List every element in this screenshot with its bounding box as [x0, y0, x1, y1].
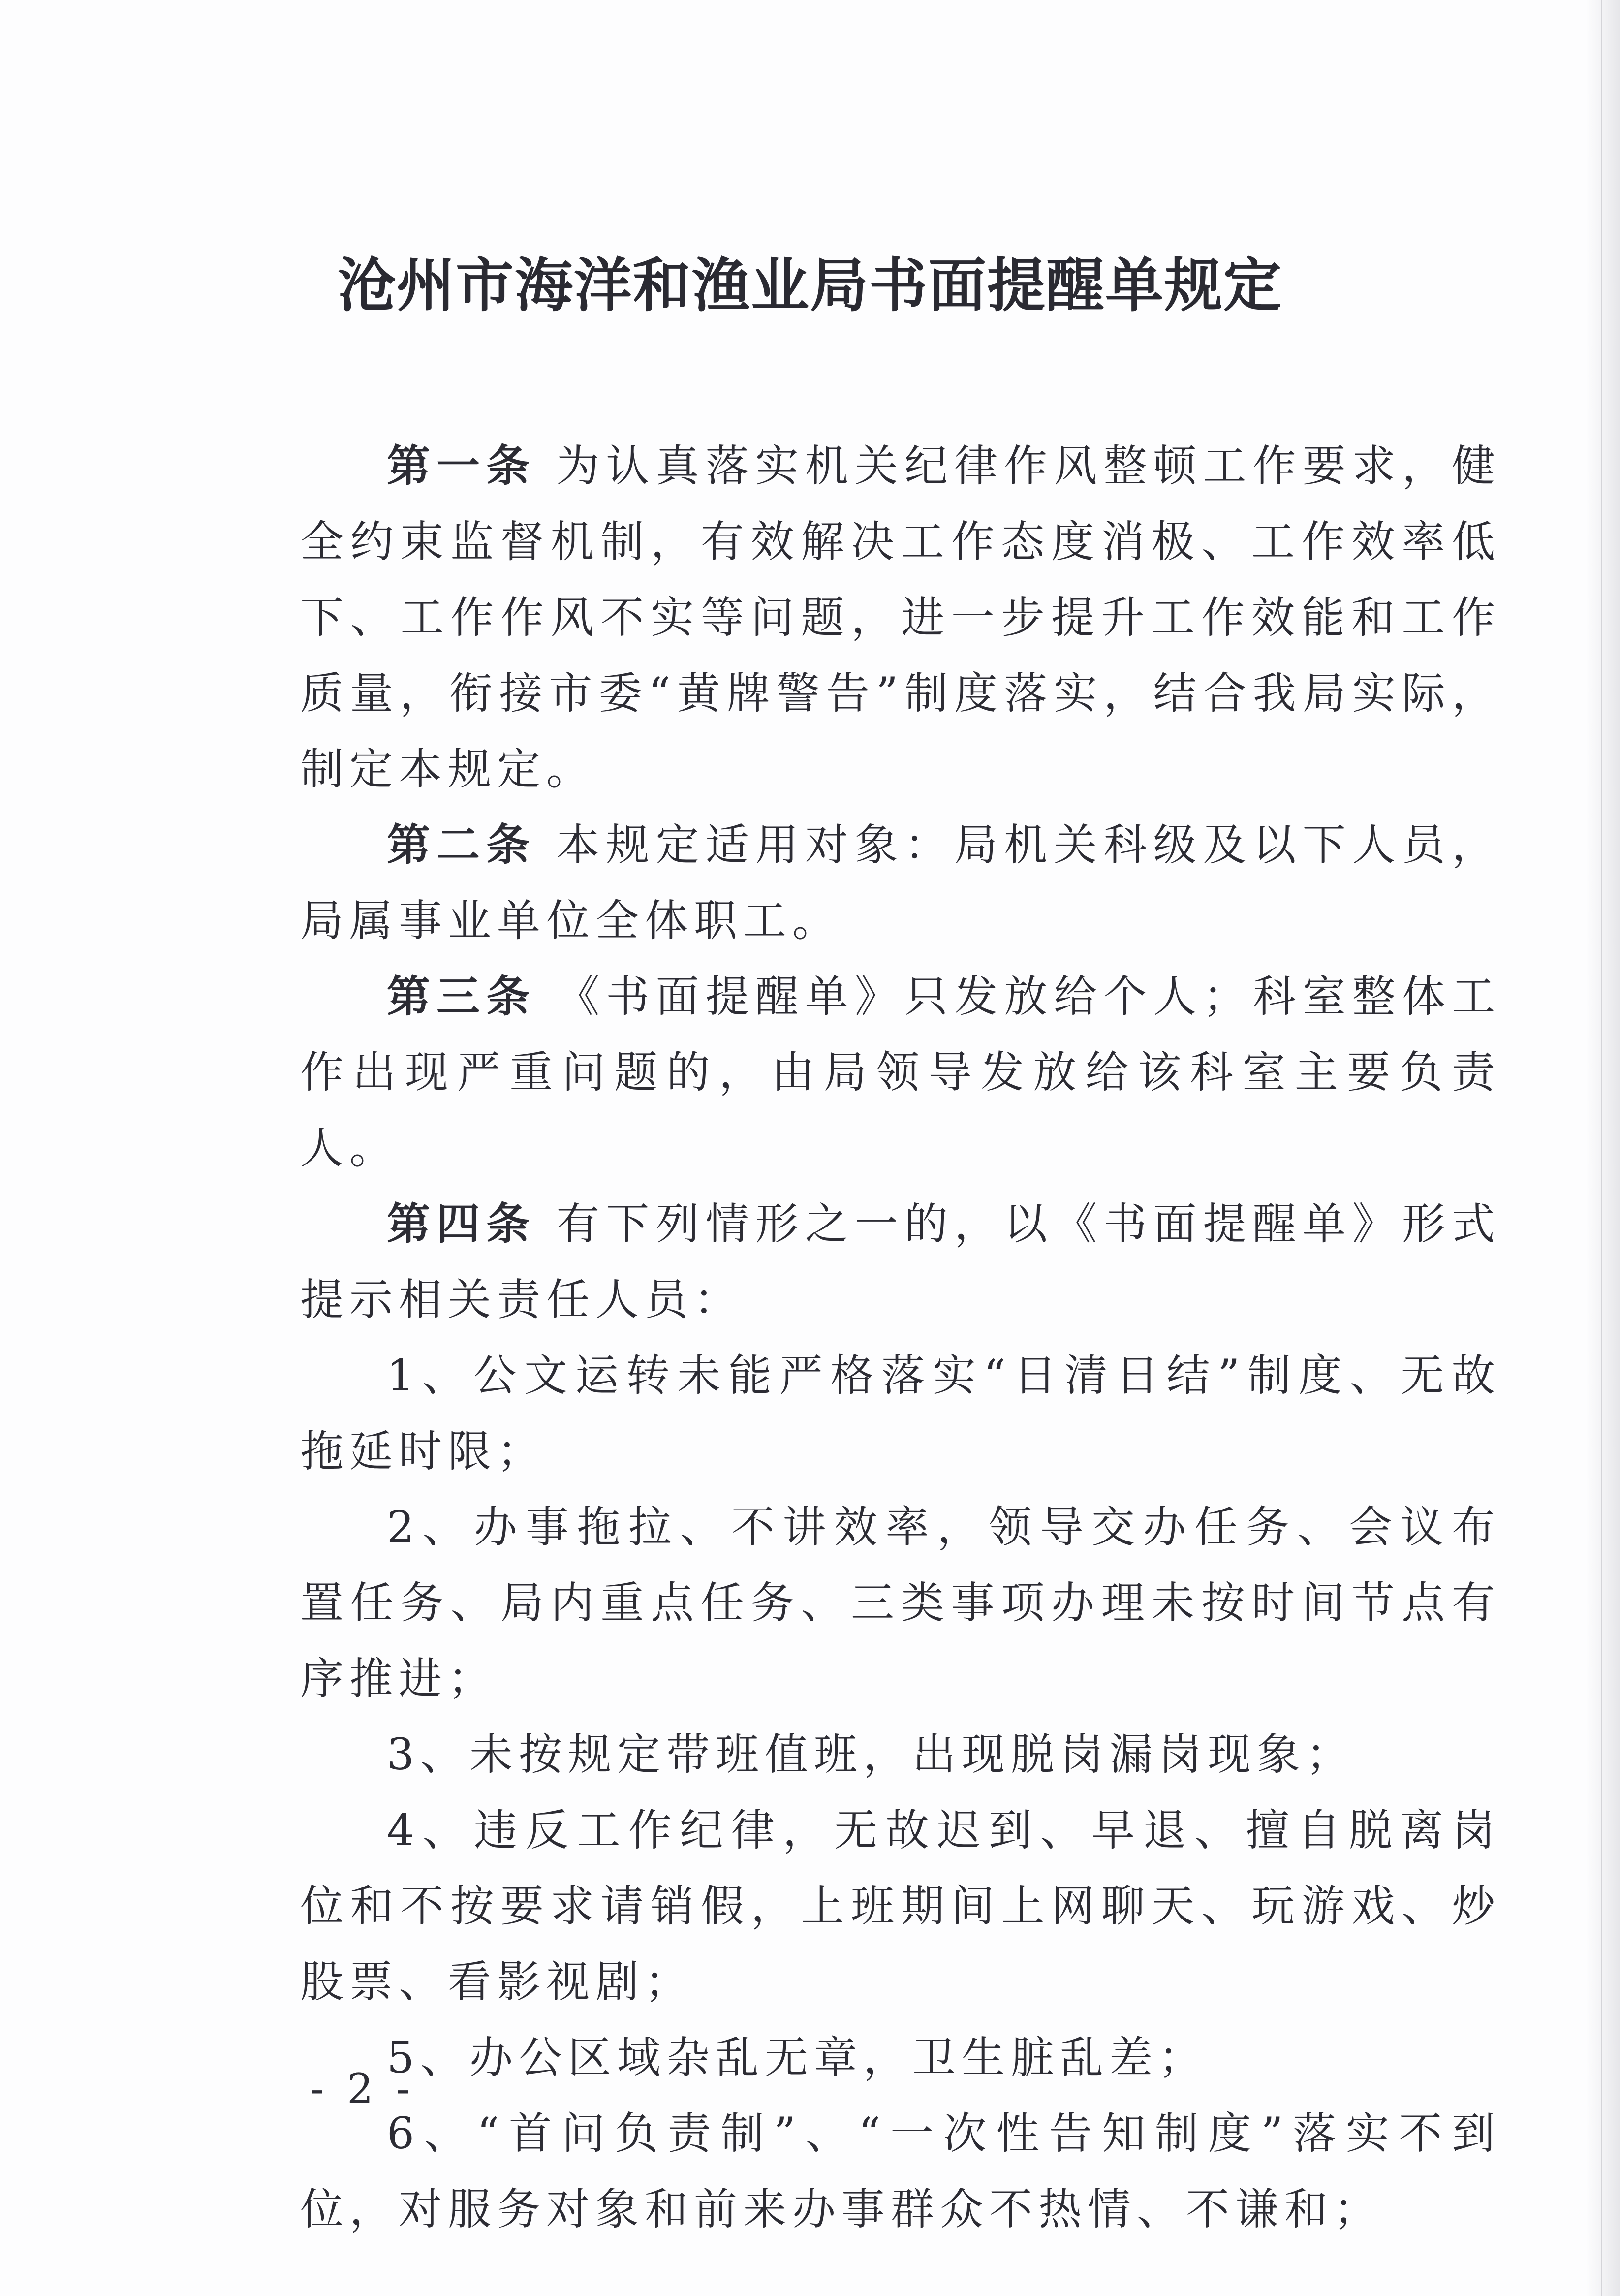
list-item-4: 4、违反工作纪律，无故迟到、早退、擅自脱离岗位和不按要求请销假，上班期间上网聊天、玩游戏、炒股票、看影视剧； — [300, 1805, 1501, 2007]
scan-edge-shadow — [1586, 0, 1620, 2296]
article-1 — [300, 428, 1501, 807]
article-2-label: 第二条 — [387, 819, 536, 870]
list-item-6: 6、“首问负责制”、“一次性告知制度”落实不到位，对服务对象和前来办事群众不热情、不谦和； — [300, 2108, 1501, 2234]
article-1-label: 第一条 — [387, 440, 536, 491]
article-3-text: 《书面提醒单》只发放给个人；科室整体工作出现严重问题的，由局领导发放给该科室主要负责人。 — [300, 971, 1501, 1173]
list-item-3: 3、未按规定带班值班，出现脱岗漏岗现象； — [387, 1729, 1355, 1780]
document-body — [300, 428, 1501, 2247]
document-title: 沧州市海洋和渔业局书面提醒单规定 — [337, 252, 1282, 319]
article-2-text: 本规定适用对象：局机关科级及以下人员，局属事业单位全体职工。 — [300, 819, 1501, 946]
article-4 — [300, 1186, 1501, 1338]
scan-edge-line — [1601, 0, 1602, 2296]
article-3 — [300, 959, 1501, 1186]
article-1-text: 为认真落实机关纪律作风整顿工作要求，健全约束监督机制，有效解决工作态度消极、工作效率低下、工作作风不实等问题，进一步提升工作效能和工作质量，衔接市委“黄牌警告”制度落实，结合我局实际，制定本规定。 — [300, 440, 1501, 794]
article-3-label: 第三条 — [387, 971, 536, 1022]
list-item-1: 1、公文运转未能严格落实“日清日结”制度、无故拖延时限； — [300, 1350, 1501, 1477]
article-4-label: 第四条 — [387, 1198, 536, 1249]
article-2 — [300, 807, 1501, 959]
list-item-5: 5、办公区域杂乱无章，卫生脏乱差； — [387, 2032, 1208, 2083]
article-4-text: 有下列情形之一的，以《书面提醒单》形式提示相关责任人员： — [300, 1198, 1501, 1325]
list-item-2: 2、办事拖拉、不讲效率，领导交办任务、会议布置任务、局内重点任务、三类事项办理未按时间节点有序推进； — [300, 1502, 1501, 1704]
page-number: - 2 - — [310, 2065, 415, 2113]
